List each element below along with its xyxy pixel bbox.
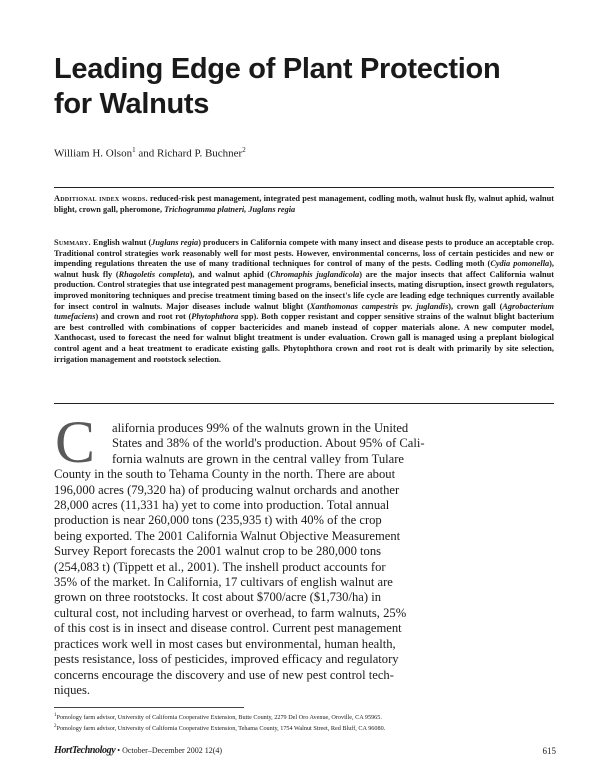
drop-cap: C xyxy=(55,409,96,475)
body-line: fornia walnuts are grown in the central valley from Tulare xyxy=(112,451,405,466)
summary-text: ) producers in California compete with many insect and disease pests to produce an acceptable crop. Traditional control strategies work reasonably well for most pests. However, environmental concerns, loss of certain pesticides and new or impending regulations threaten the use of many traditional techniques for control of many of the pests. Codling moth ( xyxy=(54,238,554,269)
footnote-1-mark: 1 xyxy=(54,713,57,718)
summary-italic: Cydia pomonella xyxy=(490,259,550,269)
summary-text: ), walnut husk fly ( xyxy=(54,259,554,279)
summary-text: English walnut ( xyxy=(90,238,152,247)
body-line: County in the south to Tehama County in the north. There are about xyxy=(54,467,396,482)
journal-issue: • October–December 2002 12(4) xyxy=(115,746,223,755)
summary-italic: Xanthomonas campestris xyxy=(309,301,399,311)
journal-footer xyxy=(54,746,554,756)
footnote-2 xyxy=(54,723,559,733)
body-line: practices work well in most cases but environmental, human health, xyxy=(54,636,396,651)
index-words-text: reduced-risk pest management, integrated pest management, codling moth, walnut husk fly, walnut aphid, walnut blight, crown gall, pheromone, xyxy=(54,194,554,214)
body-line: Survey Report forecasts the 2001 walnut crop to be 280,000 tons xyxy=(54,544,382,559)
top-rule xyxy=(54,187,554,188)
summary-italic: Rhagoletis completa xyxy=(118,269,190,279)
body-paragraph xyxy=(54,421,556,698)
summary-italic: Juglans regia xyxy=(151,238,199,247)
body-line: cultural cost, not including harvest or overhead, to farm walnuts, 25% xyxy=(54,605,407,620)
summary-text: ), and walnut aphid ( xyxy=(189,269,271,279)
body-line: 28,000 acres (11,331 ha) yet to come into production. Total annual xyxy=(54,498,390,513)
summary-italic: Phytophthora xyxy=(191,312,239,322)
footnote-2-text: Pomology farm advisor, University of California Cooperative Extension, Tehama County, 1754 Walnut Street, Red Bluff, CA 96080. xyxy=(56,725,386,733)
author-line xyxy=(54,143,554,161)
body-line: pests resistance, loss of pesticides, improved efficacy and regulatory xyxy=(54,652,399,667)
body-line: being exported. The 2001 California Walnut Objective Measurement xyxy=(54,528,401,543)
summary-text: ) and crown and root rot ( xyxy=(95,312,192,322)
footnote-rule xyxy=(54,707,244,708)
summary xyxy=(54,238,554,365)
body-line: grown on three rootstocks. It cost about $700/acre ($1,730/ha) in xyxy=(54,590,382,605)
body-line: States and 38% of the world's production. About 95% of Cali- xyxy=(112,436,425,451)
body-line: (254,083 t) (Tippett et al., 2001). The inshell product accounts for xyxy=(54,559,386,574)
body-line: niques. xyxy=(54,682,91,697)
footnote-1-text: Pomology farm advisor, University of California Cooperative Extension, Butte County, 2279 Del Oro Avenue, Oroville, CA 95965. xyxy=(56,714,382,722)
title-line-1: Leading Edge of Plant Protection xyxy=(54,53,501,85)
author-conjunction: and xyxy=(135,147,157,160)
footnote-2-mark: 2 xyxy=(54,724,57,729)
title-line-2: for Walnuts xyxy=(54,88,210,120)
article-title xyxy=(54,52,554,122)
body-line: 196,000 acres (79,320 ha) of producing walnut orchards and another xyxy=(54,482,400,497)
body-line: concerns encourage the discovery and use of new pest control tech- xyxy=(54,667,394,682)
summary-italic: Chromaphis juglandicola xyxy=(270,269,360,279)
summary-text: ), crown gall ( xyxy=(448,301,503,311)
body-line: alifornia produces 99% of the walnuts grown in the United xyxy=(112,421,409,435)
summary-italic: Agrobacterium tumefaciens xyxy=(54,301,555,322)
author-2: Richard P. Buchner xyxy=(156,147,243,160)
page-number: 615 xyxy=(542,746,556,756)
body-line: 35% of the market. In California, 17 cultivars of english walnut are xyxy=(54,575,393,590)
summary-italic: juglandis xyxy=(416,301,449,311)
author-1-mark: 1 xyxy=(132,146,136,154)
summary-heading: Summary. xyxy=(54,238,91,247)
summary-text: ) are the major insects that affect California walnut production. Control strategies that use integrated pest management programs, beneficial insects, mating disruption, insect growth regulators, improved monitoring techniques and precise treatment timing based on the insect's life cycle are leading edge techniques currently available for insect control in walnuts. Major diseases include walnut blight ( xyxy=(54,269,555,311)
bottom-rule xyxy=(54,403,554,404)
body-line: production is near 260,000 tons (235,935 t) with 40% of the crop xyxy=(54,513,382,528)
index-words-italic: Trichogramma platneri, Juglans regia xyxy=(164,204,296,214)
body-line: of this cost is in insect and disease control. Current pest management xyxy=(54,621,402,636)
index-words xyxy=(54,194,554,215)
journal-logo: HortTechnology xyxy=(54,745,116,756)
index-words-heading: Additional index words. xyxy=(54,194,148,203)
summary-text: spp). Both copper resistant and copper sensitive strains of the walnut blight bacterium are best controlled with combinations of copper bactericides and maneb instead of copper materials alone. A new computer model, Xanthocast, used to forecast the need for walnut blight treatment is under evaluation. Crown gall is managed using a preplant biological control agent and a heat treatment to eradicate existing galls. Phytophthora crown and root rot is dealt with primarily by site selection, irrigation management and rootstock selection. xyxy=(54,312,554,364)
summary-text: pv. xyxy=(398,301,417,311)
author-2-mark: 2 xyxy=(242,146,246,154)
author-1: William H. Olson xyxy=(54,147,133,160)
footnote-1 xyxy=(54,712,559,722)
